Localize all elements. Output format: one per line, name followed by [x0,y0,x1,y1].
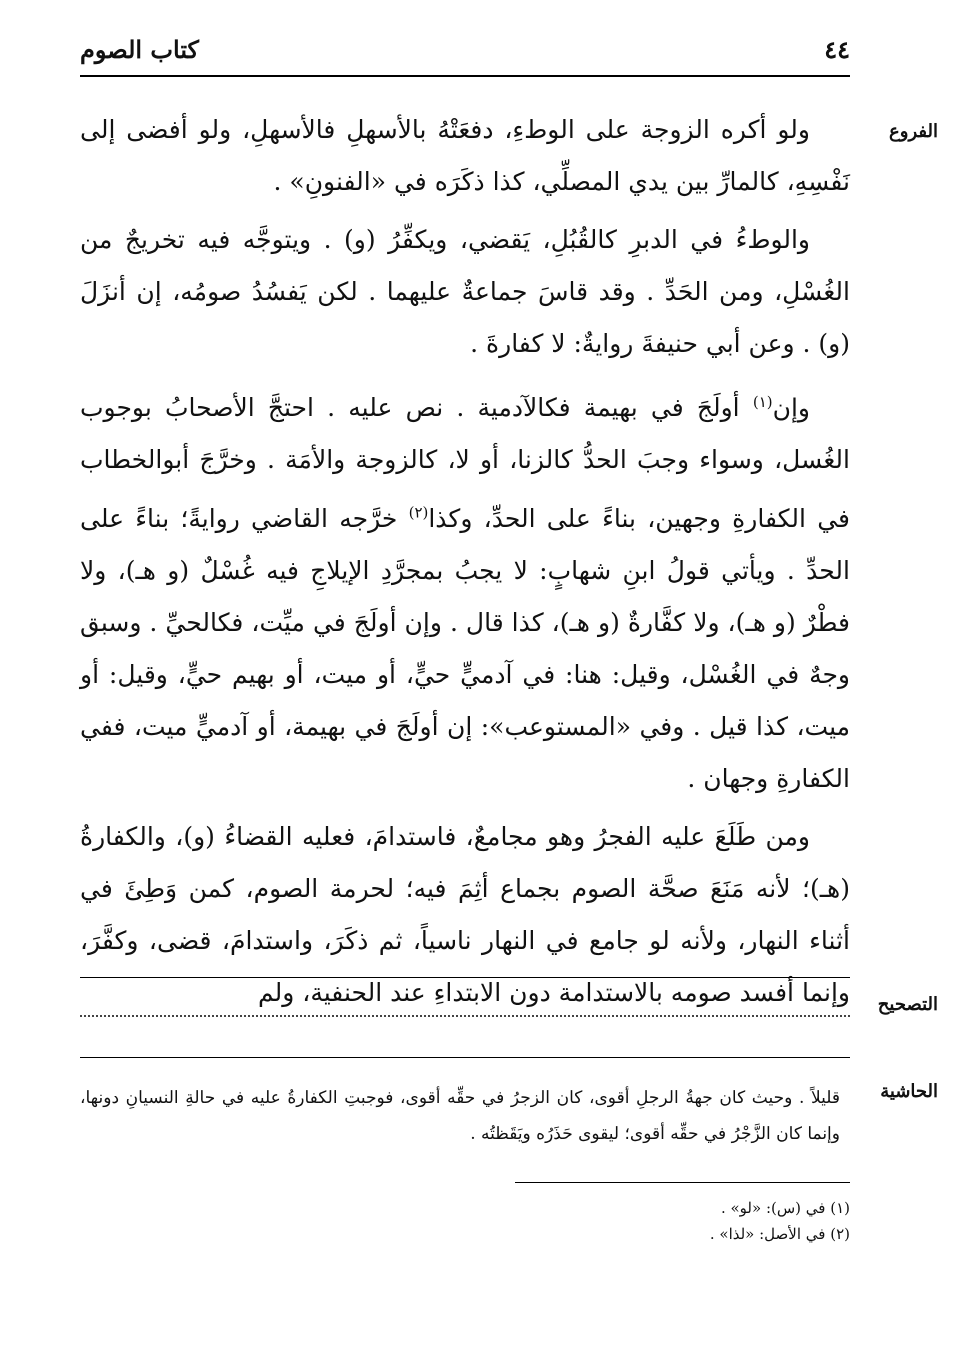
main-text [80,104,850,1025]
paragraph: ومن طَلَعَ عليه الفجرُ وهو مجامعٌ، فاستدامَ، فعليه القضاءُ (و)، والكفارةُ (هـ)؛ لأنه مَنَعَ صحَّة الصوم بجماع أثِمَ فيه؛ لحرمة الصوم، كمن وَطِئَ في أثناء النهار، ولأنه لو جامع في النهار ناسياً، ثم ذكَرَ، واستدامَ، قضى، وكفَّرَ، وإنما أفسد صومه بالاستدامة دون الابتداءِ عند الحنفية، ولم [80,821,850,1007]
hashiya-text [80,1080,840,1152]
footnote-2: (٢) في الأصل: «لذا» . [709,1225,850,1243]
label-tashih: التصحيح [877,994,938,1015]
book-title: كتاب الصوم [80,35,199,64]
hashiya-rule [80,1057,850,1058]
paragraph-with-notes [80,376,850,805]
paragraph: ولو أكره الزوجة على الوطءِ، دفعَتْهُ بالأسهلِ فالأسهلِ، ولو أفضى إلى نَفْسِهِ، كالمارِّ بين يدي المصلِّي، كذا ذكَرَه في «الفنونِ» . [80,115,850,196]
paragraph-lead: وإن [772,393,811,423]
footnotes [480,1195,850,1247]
footnote-rule [515,1182,850,1183]
footnote-mark: (١) [752,393,773,411]
corrections-rule [80,977,850,978]
page-number: ٤٤ [824,35,850,64]
footnote-1: (١) في (س): «لو» . [720,1199,850,1217]
label-furoo: الفروع [889,121,938,142]
corrections-dotted-line [80,1015,850,1017]
header-rule [80,75,850,77]
footnote-mark: (٢) [408,503,429,522]
hashiya-paragraph: قليلاً . وحيث كان جهةُ الرجلِ أقوى، كان الزجرُ في حقِّه أقوى، فوجبتِ الكفارةُ عليه في حالةِ النسيانِ دونها، وإنما كان الزَّجْرُ في حقِّه أقوى؛ ليقوى حَذَرُه ويَقَظتُه . [80,1088,840,1144]
paragraph-body: أولَجَ في بهيمة فكالآدمية . نص عليه . احتجَّ الأصحابُ بوجوب الغُسل، وسواء وجبَ الحدُّ كالزنا، أو لا، كالزوجة والأمَة . وخرَّجَ أبوالخطاب في الكفارةِ وجهين، بناءً على الحدِّ، وكذا$^{(٢)}$ خرَّجه القاضي روايةً؛ بناءً على الحدِّ . ويأتي قولُ ابنِ شهابٍ: لا يجبُ بمجرَّدِ الإيلاجِ فيه غُسْلٌ (و هـ)، ولا فطْرٌ (و هـ)، ولا كفَّارةٌ (و هـ)، كذا قال . وإن أولَجَ في ميِّت، فكالحيِّ . وسبق وجهٌ في الغُسْل، وقيل: هنا: في آدميٍّ حيٍّ، أو ميت، أو بهيم حيٍّ، وقيل: أو ميت، كذا قيل . وفي «المستوعب»: إن أولَجَ في بهيمة، أو آدميٍّ ميت، ففي الكفارةِ وجهان . [80,393,851,793]
paragraph: والوطءُ في الدبرِ كالقُبُلِ، يَقضي، ويكفِّرُ (و) . ويتوجَّه فيه تخريجٌ من الغُسْلِ، ومن الحَدِّ . وقد قاسَ جماعةٌ عليهما . لكن يَفسُدُ صومُه، إن أنزَلَ (و) . وعن أبي حنيفةَ روايةٌ: لا كفارةَ . [80,225,850,358]
label-hashiya: الحاشية [880,1081,938,1102]
